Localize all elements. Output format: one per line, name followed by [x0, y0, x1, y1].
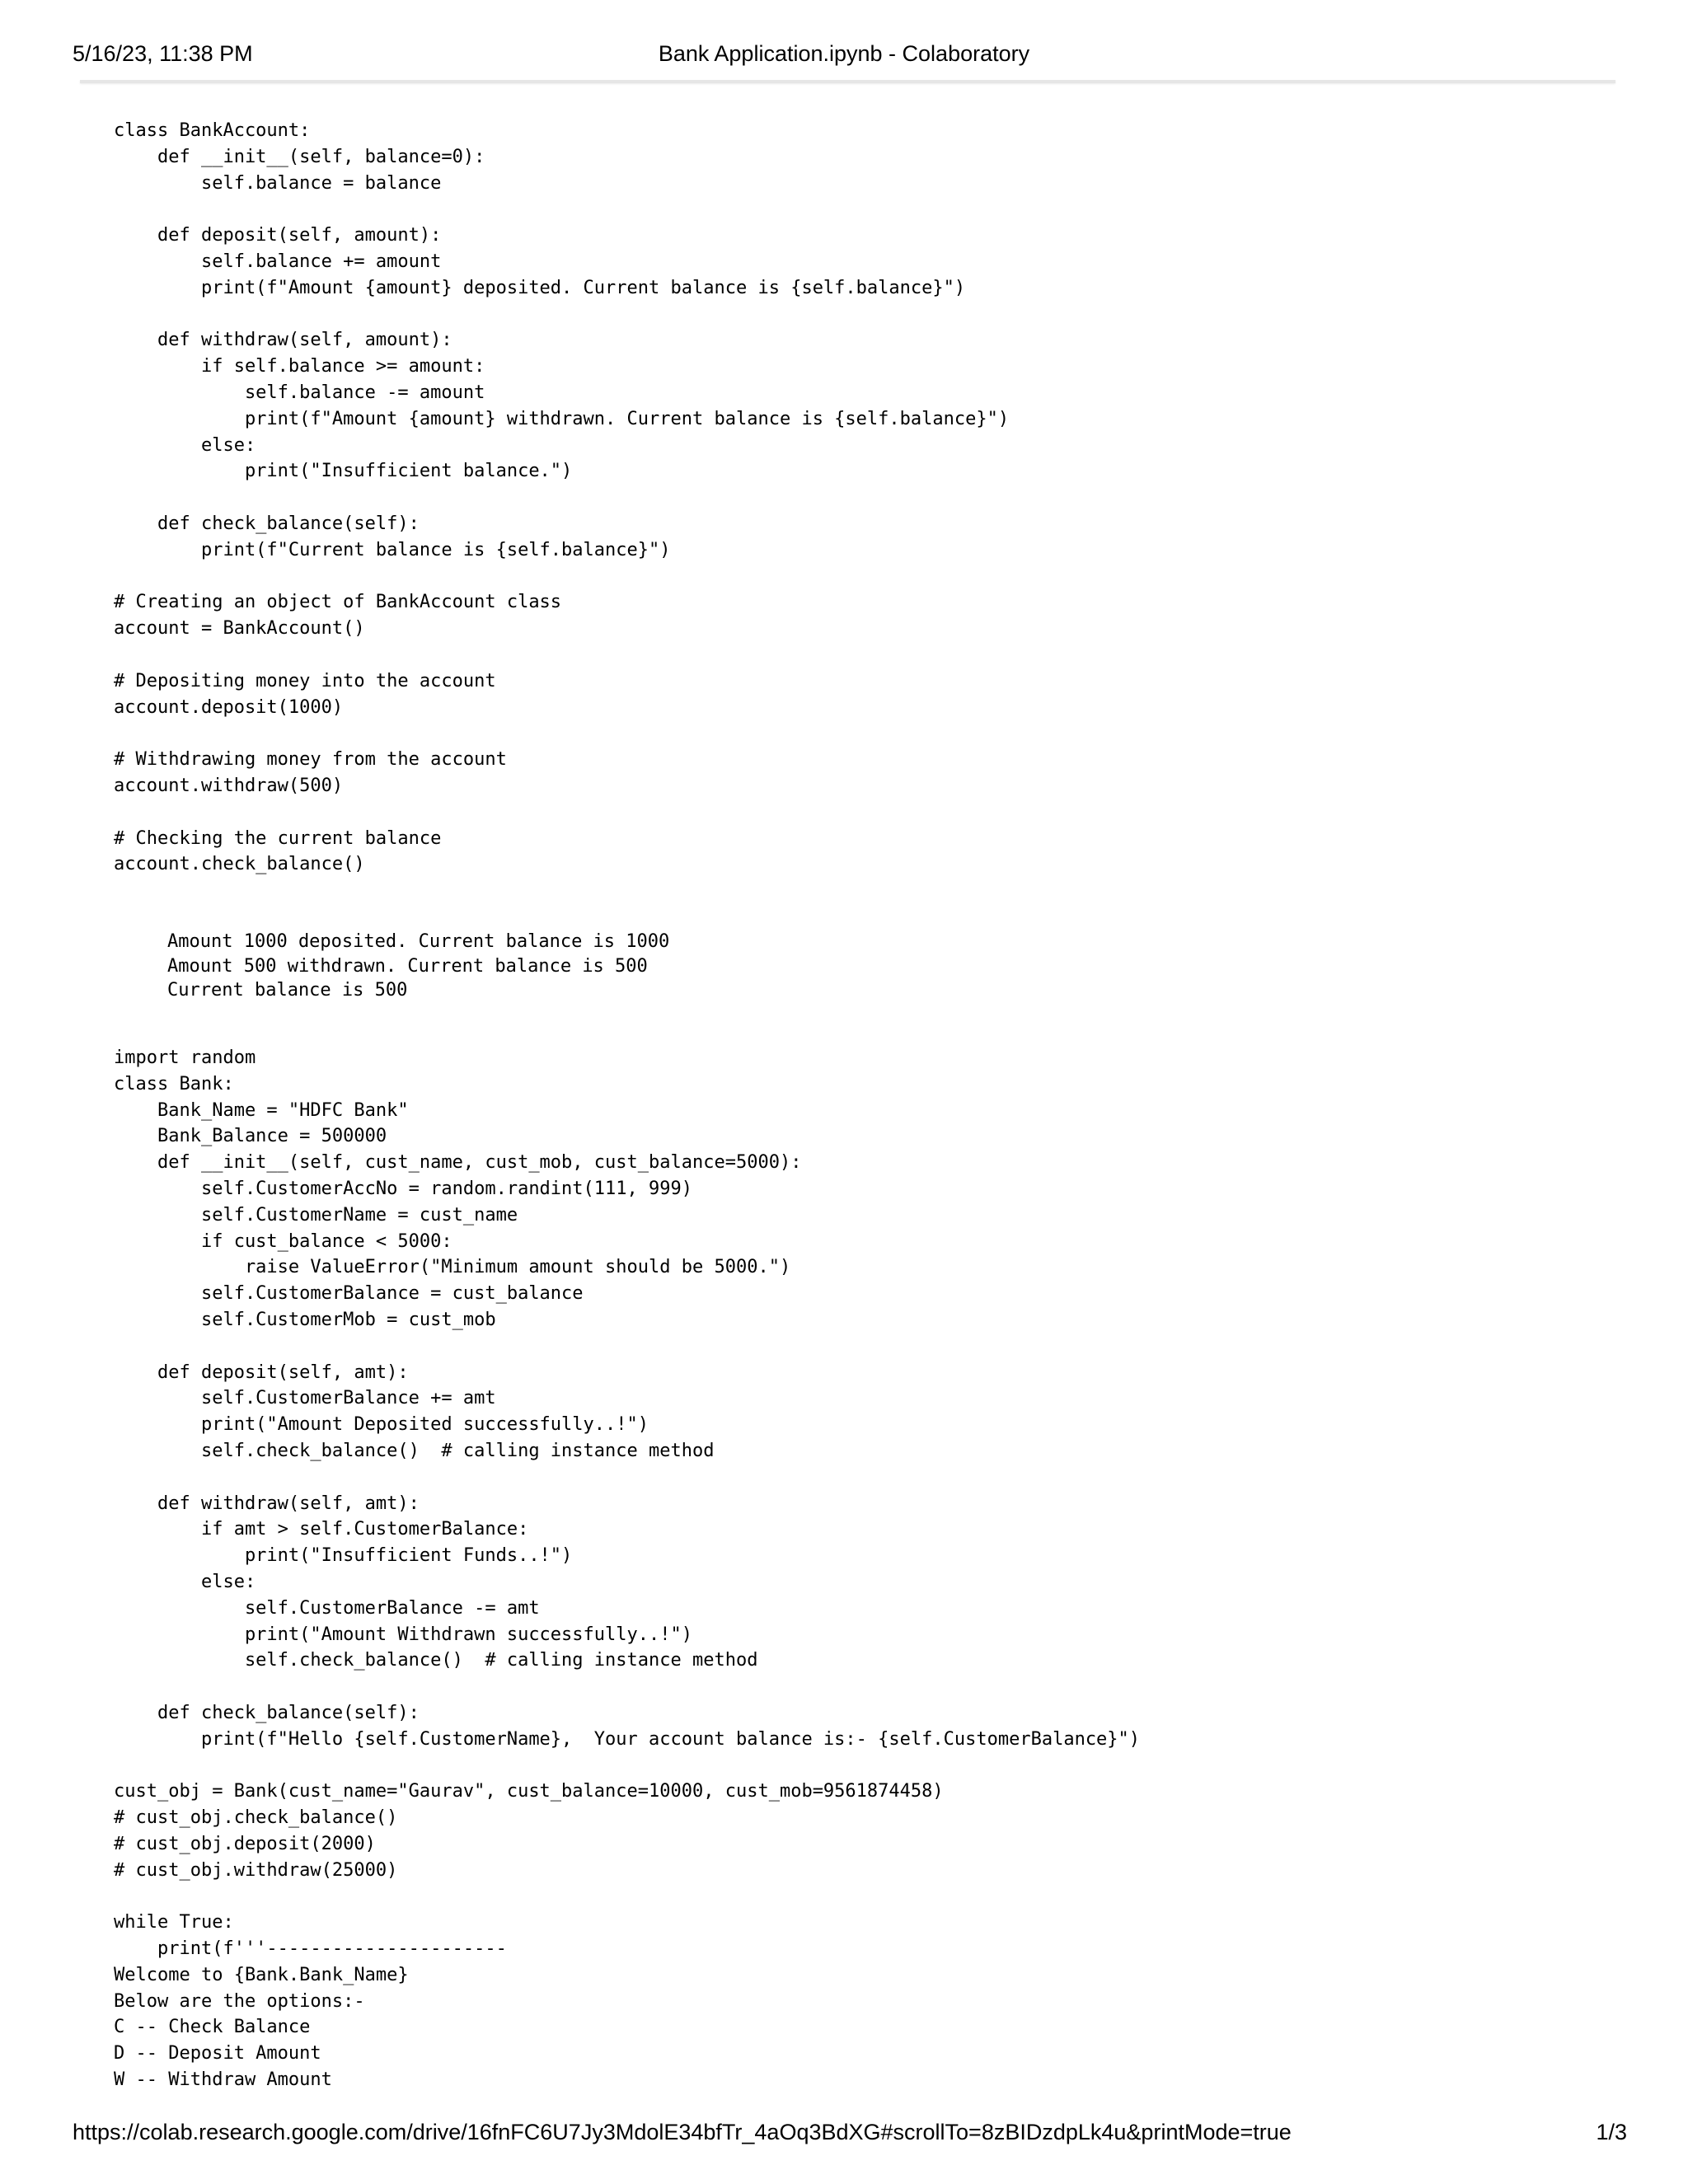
- code-cell-bank-account[interactable]: class BankAccount: def __init__(self, balance=0): self.balance = balance def deposit(self, amount): self.balance += amount print(f"Amount {amount} deposited. Current balance is {self.balance}") def withdraw(self, amount): if self.balance >= amount: self.balance -= amount print(f"Amount {amount} withdrawn. Current balance is {self.balance}") else: print("Insufficient balance.") def check_balance(self): print(f"Current balance is {self.balance}") # Creating an object of BankAccount class account = BankAccount() # Depositing money into the account account.deposit(1000) # Withdrawing money from the account account.withdraw(500) # Checking the current balance account.check_balance(): [114, 120, 1010, 875]
- page-number: 1/3: [1596, 2120, 1627, 2144]
- print-datetime: 5/16/23, 11:38 PM: [73, 41, 253, 66]
- page-title: Bank Application.ipynb - Colaboratory: [658, 41, 1030, 66]
- print-header: [0, 0, 1688, 74]
- header-divider: [80, 80, 1615, 83]
- print-footer: [0, 2110, 1688, 2159]
- cell-output-bank-account: Amount 1000 deposited. Current balance is 1000 Amount 500 withdrawn. Current balance is 500 Current balance is 500: [167, 931, 670, 1001]
- page-url: https://colab.research.google.com/drive/16fnFC6U7Jy3MdolE34bfTr_4aOq3BdXG#scrollTo=8zBIDzdpLk4u&printMode=true: [73, 2120, 1292, 2144]
- code-cell-bank-class[interactable]: import random class Bank: Bank_Name = "HDFC Bank" Bank_Balance = 500000 def __init__(self, cust_name, cust_mob, cust_balance=5000): self.CustomerAccNo = random.randint(111, 999) self.CustomerName = cust_name if cust_balance < 5000: raise ValueError("Minimum amount should be 5000.") self.CustomerBalance = cust_balance self.CustomerMob = cust_mob def deposit(self, amt): self.CustomerBalance += amt print("Amount Deposited successfully..!") self.check_balance() # calling instance method def withdraw(self, amt): if amt > self.CustomerBalance: print("Insufficient Funds..!") else: self.CustomerBalance -= amt print("Amount Withdrawn successfully..!") self.check_balance() # calling instance method def check_balance(self): print(f"Hello {self.CustomerName}, Your account balance is:- {self.CustomerBalance}") cust_obj = Bank(cust_name="Gaurav", cust_balance=10000, cust_mob=9561874458) # cust_obj.check_balance() # cust_obj.deposit(2000) # cust_obj.withdraw(25000) while True: print(f'''---------------------- Welcome to {Bank.Bank_Name} Below are the options:- C -- Check Balance D -- Deposit Amount W -- Withdraw Amount: [114, 1047, 1141, 2091]
